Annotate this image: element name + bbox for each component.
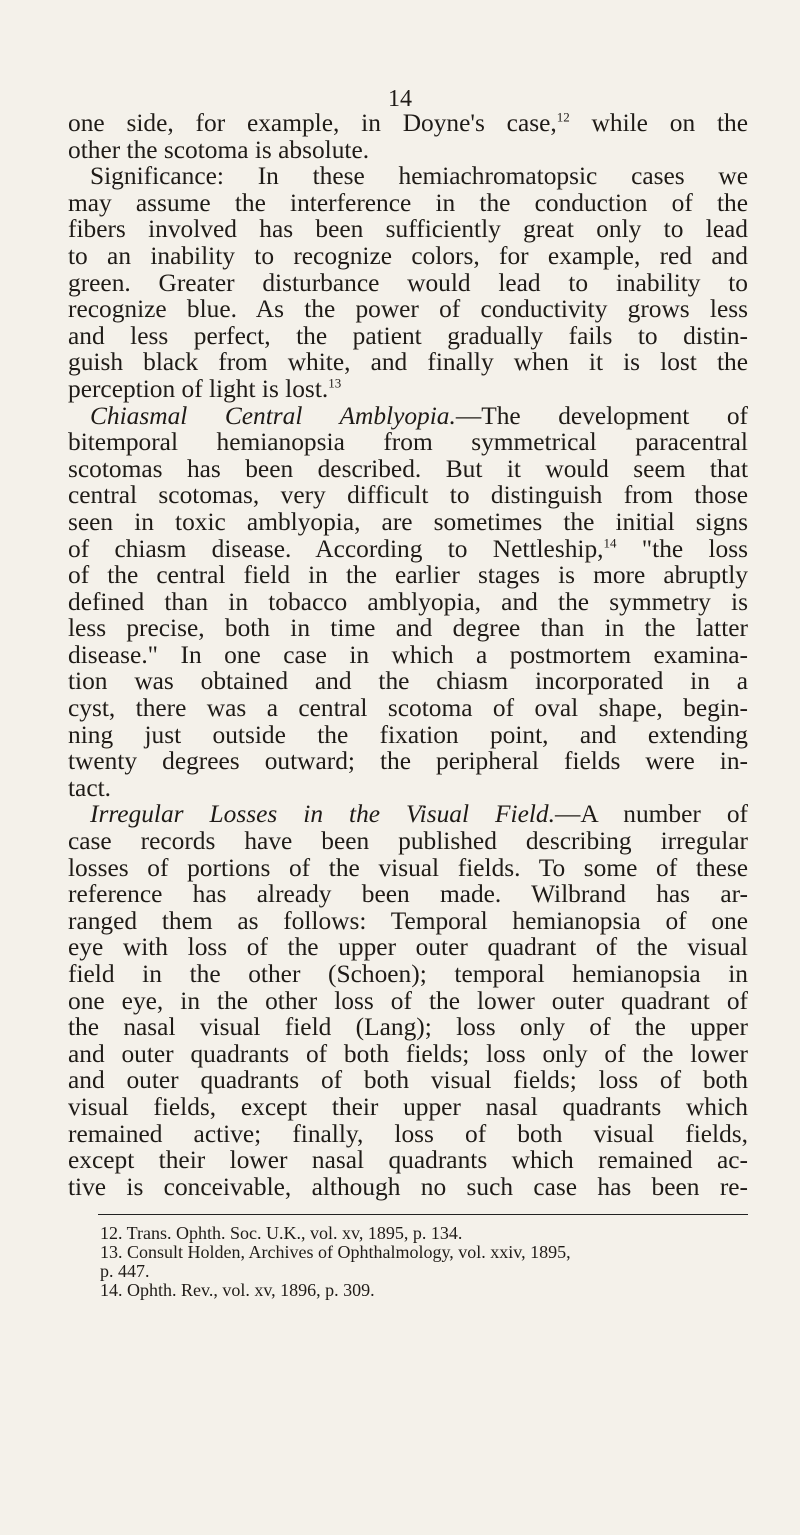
text-line: field in the other (Schoen); temporal hemianopsia in bbox=[68, 960, 748, 988]
text-line: remained active; finally, loss of both visual fields, bbox=[68, 1119, 748, 1148]
text-line: Significance: In these hemiachromatopsic cases we bbox=[90, 162, 748, 191]
text-line: twenty degrees outward; the peripheral fields were in- bbox=[68, 747, 748, 776]
footnotes bbox=[100, 1224, 740, 1300]
text-line: eye with loss of the upper outer quadrant of the visual bbox=[68, 933, 748, 962]
text-line: ranged them as follows: Temporal hemianopsia of one bbox=[68, 906, 748, 935]
section-heading: Chiasmal Central Amblyopia. bbox=[90, 401, 456, 430]
footnote-12: 12. Trans. Ophth. Soc. U.K., vol. xv, 1895, p. 134. bbox=[100, 1223, 463, 1243]
text-line: and less perfect, the patient gradually fails to distin- bbox=[68, 321, 748, 350]
text-line: and outer quadrants of both visual fields; loss of both bbox=[68, 1066, 748, 1095]
text-line: the nasal visual field (Lang); loss only of the upper bbox=[68, 1013, 748, 1042]
text-line: ning just outside the fixation point, and extending bbox=[68, 720, 748, 749]
text-line: may assume the interference in the conduction of the bbox=[68, 188, 748, 217]
text-line: less precise, both in time and degree than in the latter bbox=[68, 614, 748, 643]
paragraph-significance bbox=[68, 163, 748, 402]
footnote-13-cont: p. 447. bbox=[100, 1261, 150, 1281]
text-line: visual fields, except their upper nasal quadrants which bbox=[68, 1092, 748, 1121]
text-line: bitemporal hemianopsia from symmetrical paracentral bbox=[68, 428, 748, 457]
paragraph-chiasmal bbox=[68, 403, 748, 802]
text-line: guish black from white, and finally when it is lost the bbox=[68, 348, 748, 377]
text-line: cyst, there was a central scotoma of oval shape, begin- bbox=[68, 694, 748, 723]
footnote-divider bbox=[98, 1214, 748, 1215]
text-line: except their lower nasal quadrants which remained ac- bbox=[68, 1146, 748, 1175]
text-line: perception of light is lost.$^{13}$ bbox=[68, 374, 342, 403]
text-line: case records have been published describing irregular bbox=[68, 827, 748, 856]
paragraph-irregular bbox=[68, 801, 748, 1200]
footnote-ref: 14 bbox=[603, 535, 617, 551]
text-line: tact. bbox=[68, 773, 111, 802]
text-line: of chiasm disease. According to Nettleship,$^{14}$ "the loss bbox=[68, 534, 749, 563]
text-line: fibers involved has been sufficiently great only to lead bbox=[68, 215, 748, 244]
text-line: tion was obtained and the chiasm incorporated in a bbox=[68, 667, 748, 696]
footnote-14: 14. Ophth. Rev., vol. xv, 1896, p. 309. bbox=[100, 1280, 375, 1300]
text-line: Irregular Losses in the Visual Field.—A number of bbox=[90, 800, 748, 829]
text-line: and outer quadrants of both fields; loss only of the lower bbox=[68, 1039, 748, 1068]
text-line: to an inability to recognize colors, for example, red and bbox=[68, 241, 748, 270]
section-heading: Irregular Losses in the Visual Field. bbox=[90, 800, 555, 829]
text-line: reference has already been made. Wilbrand has ar- bbox=[68, 880, 748, 909]
text-line: seen in toxic amblyopia, are sometimes the initial signs bbox=[68, 507, 748, 536]
text-line: tive is conceivable, although no such case has been re- bbox=[68, 1172, 748, 1201]
text-line: other the scotoma is absolute. bbox=[68, 135, 370, 164]
body-text bbox=[68, 110, 748, 1200]
text-line: one eye, in the other loss of the lower outer quadrant of bbox=[68, 986, 748, 1015]
text-line: one side, for example, in Doyne's case,$^{12}$ while on the bbox=[68, 109, 748, 137]
text-line: recognize blue. As the power of conductivity grows less bbox=[68, 295, 748, 324]
text-line: defined than in tobacco amblyopia, and the symmetry is bbox=[68, 587, 748, 616]
text-line: green. Greater disturbance would lead to inability to bbox=[68, 268, 748, 297]
page-number: 14 bbox=[388, 86, 412, 112]
text-line: disease." In one case in which a postmortem examina- bbox=[68, 640, 748, 669]
text-line: of the central field in the earlier stages is more abruptly bbox=[68, 561, 748, 590]
text-line: central scotomas, very difficult to distinguish from those bbox=[68, 481, 748, 510]
text-line: losses of portions of the visual fields. To some of these bbox=[68, 853, 748, 882]
footnote-ref: 13 bbox=[328, 375, 342, 391]
text-line: scotomas has been described. But it would seem that bbox=[68, 454, 748, 483]
footnote-13: 13. Consult Holden, Archives of Ophthalmology, vol. xxiv, 1895, bbox=[100, 1242, 571, 1262]
footnote-ref: 12 bbox=[556, 109, 570, 125]
paragraph-doyne bbox=[68, 110, 748, 163]
text-line: Chiasmal Central Amblyopia.—The development of bbox=[90, 401, 748, 430]
